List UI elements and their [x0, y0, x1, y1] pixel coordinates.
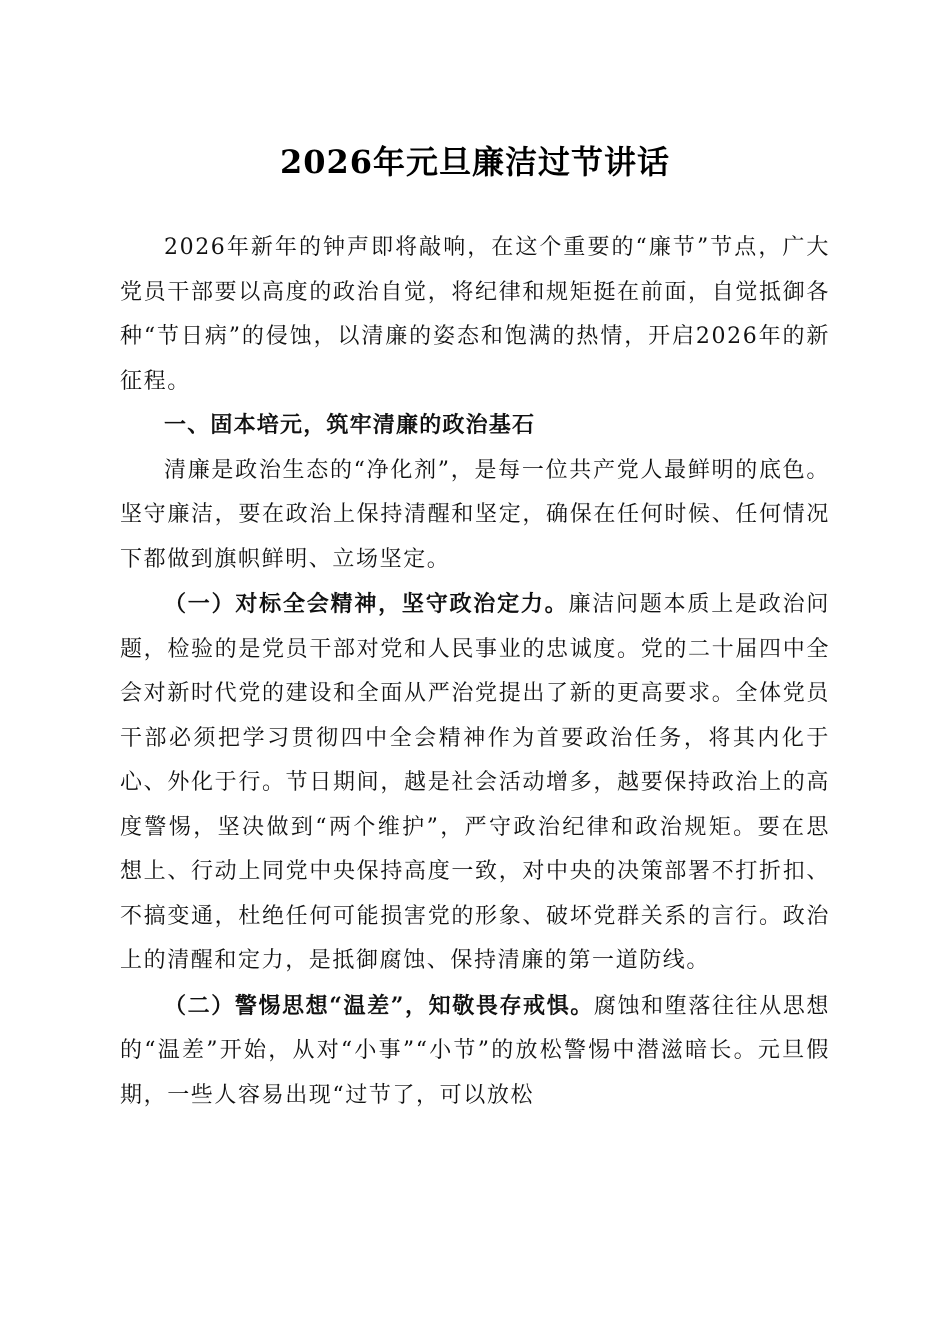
subsection-2-lead: （二）警惕思想“温差”，知敬畏存戒惧。: [164, 992, 594, 1019]
document-body: [120, 226, 830, 1118]
subsection-2-paragraph: [120, 984, 830, 1119]
subsection-1-paragraph: [120, 582, 830, 984]
section-1-paragraph: 清廉是政治生态的“净化剂”，是每一位共产党人最鲜明的底色。坚守廉洁，要在政治上保持清醒和坚定，确保在任何时候、任何情况下都做到旗帜鲜明、立场坚定。: [120, 457, 830, 572]
subsection-1-text: 廉洁问题本质上是政治问题，检验的是党员干部对党和人民事业的忠诚度。党的二十届四中全会对新时代党的建设和全面从严治党提出了新的更高要求。全体党员干部必须把学习贯彻四中全会精神作为首要政治任务，将其内化于心、外化于行。节日期间，越是社会活动增多，越要保持政治上的高度警惕，坚决做到“两个维护”，严守政治纪律和政治规矩。要在思想上、行动上同党中央保持高度一致，对中央的决策部署不打折扣、不搞变通，杜绝任何可能损害党的形象、破坏党群关系的言行。政治上的清醒和定力，是抵御腐蚀、保持清廉的第一道防线。: [120, 592, 830, 973]
section-heading-1: 一、固本培元，筑牢清廉的政治基石: [164, 413, 536, 438]
subsection-2-text: 腐蚀和堕落往往从思想的“温差”开始，从对“小事”“小节”的放松警惕中潜滋暗长。元旦假期，一些人容易出现“过节了，可以放松: [120, 993, 830, 1108]
intro-paragraph: 2026年新年的钟声即将敲响，在这个重要的“廉节”节点，广大党员干部要以高度的政治自觉，将纪律和规矩挺在前面，自觉抵御各种“节日病”的侵蚀，以清廉的姿态和饱满的热情，开启2026年的新征程。: [120, 235, 830, 394]
document-title: 2026年元旦廉洁过节讲话: [279, 143, 671, 181]
subsection-1-lead: （一）对标全会精神，坚守政治定力。: [164, 591, 569, 617]
